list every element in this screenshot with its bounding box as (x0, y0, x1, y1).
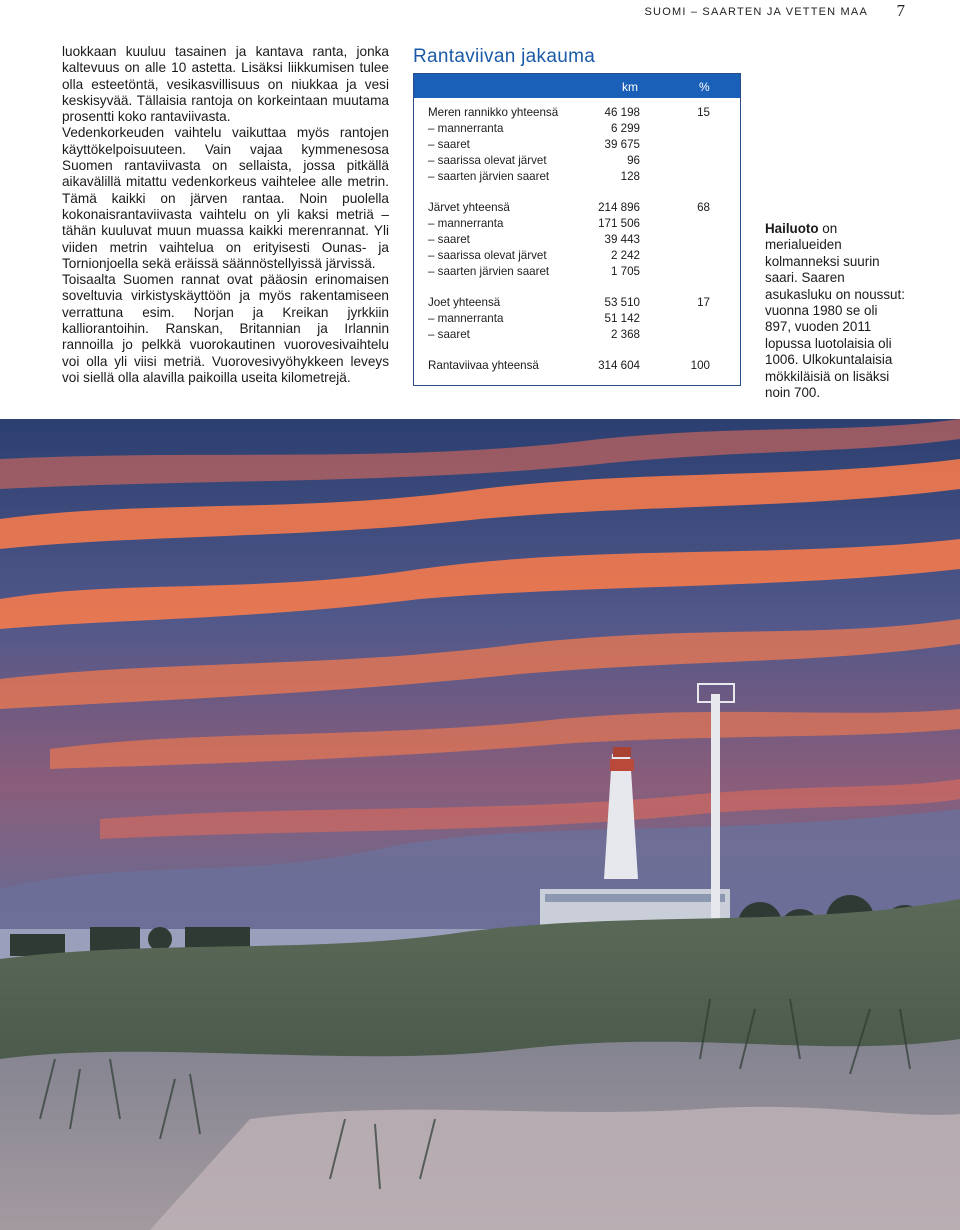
column-km: km (622, 80, 638, 94)
table-title: Rantaviivan jakauma (413, 46, 596, 67)
table-row (414, 170, 740, 186)
section-title: SUOMI – SAARTEN JA VETTEN MAA (644, 6, 868, 18)
body-text (62, 44, 389, 386)
row-percent: 17 (697, 296, 710, 309)
table-row (414, 359, 740, 375)
row-km: 171 506 (598, 217, 640, 230)
row-percent: 15 (697, 106, 710, 119)
table-row (414, 265, 740, 281)
row-label: – saaret (428, 233, 470, 246)
table-row (414, 328, 740, 344)
table-row (414, 122, 740, 138)
table-row (414, 249, 740, 265)
page-number: 7 (896, 1, 905, 20)
row-label: – mannerranta (428, 217, 504, 230)
row-label: – saaret (428, 138, 470, 151)
row-label: – saarissa olevat järvet (428, 154, 547, 167)
row-percent: 100 (690, 359, 710, 372)
table-row (414, 154, 740, 170)
row-km: 2 368 (610, 328, 640, 341)
page-header (0, 0, 960, 26)
row-label: Meren rannikko yhteensä (428, 106, 559, 119)
row-label: – saarten järvien saaret (428, 265, 550, 278)
table-row (414, 233, 740, 249)
shoreline-table (413, 73, 741, 386)
row-km: 2 242 (610, 249, 640, 262)
table-row (414, 201, 740, 217)
column-percent: % (699, 80, 710, 94)
row-label: Järvet yhteensä (428, 201, 510, 214)
row-km: 46 198 (604, 106, 640, 119)
row-km: 1 705 (610, 265, 640, 278)
row-km: 96 (627, 154, 640, 167)
sidebar-text: on merialueiden kolmanneksi suurin saari. Saaren asukasluku on noussut: vuonna 1980 se oli 897, vuoden 2011 lopussa luotolaisia oli 1006. Ulkokuntalaisia mökkiläisiä on lisäksi noin 700. (765, 221, 905, 401)
row-km: 39 443 (604, 233, 640, 246)
row-km: 128 (620, 170, 640, 183)
row-percent: 68 (697, 201, 710, 214)
row-km: 53 510 (604, 296, 640, 309)
table-row (414, 138, 740, 154)
row-label: – saarissa olevat järvet (428, 249, 547, 262)
row-km: 51 142 (604, 312, 640, 325)
paragraph-3: Toisaalta Suomen rannat ovat pääosin erinomaisen soveltuvia virkistyskäyttöön ja myös rakentamiseen verrattuna esim. Norjan ja Kreikan jyrkkiin kalliorantoihin. Ranskan, Britannian ja Irlannin rannoilla jo pelkkä vuorokautinen vuorovesivaihtelu voi olla yli viisi metriä. Vuorovesivyöhykkeen leveys voi siellä olla alavilla paikoilla useita kilometrejä. (62, 272, 389, 385)
row-label: – mannerranta (428, 312, 504, 325)
table-row (414, 106, 740, 122)
row-km: 6 299 (610, 122, 640, 135)
sidebar-note (765, 221, 905, 401)
row-label: Rantaviivaa yhteensä (428, 359, 539, 372)
row-label: Joet yhteensä (428, 296, 501, 309)
table-row (414, 217, 740, 233)
table-row (414, 296, 740, 312)
table-header (414, 74, 740, 98)
lighthouse-sunset-photo (0, 419, 960, 1230)
sidebar-name: Hailuoto (765, 221, 819, 236)
row-km: 214 896 (598, 201, 640, 214)
row-label: – saaret (428, 328, 470, 341)
row-km: 39 675 (604, 138, 640, 151)
paragraph-2: Vedenkorkeuden vaihtelu vaikuttaa myös rantojen käyttökelpoisuuteen. Vain vajaa kymmenesosa Suomen rantaviivasta on sellaista, jossa pitkällä aikavälillä mitattu vedenkorkeus vaihtelee alle metrin. Tämä kaikki on järven rantaa. Noin puolella kokonaisrantaviivasta vaihtelu on yli kaksi metriä – tähän kuuluvat muun muassa kaikki merenrannat. Yli viiden metrin vaihtelua on erityisesti Ounas- ja Tornionjoella sekä eräissä säännöstellyissä järvissä. (62, 125, 389, 271)
table-row (414, 312, 740, 328)
row-label: – mannerranta (428, 122, 504, 135)
row-km: 314 604 (598, 359, 640, 372)
paragraph-1: luokkaan kuuluu tasainen ja kantava ranta, jonka kaltevuus on alle 10 astetta. Lisäksi liikkumisen tulee olla esteetöntä, vesikasvillisuus on niukkaa ja vesi keskisyvää. Tällaisia rantoja on korkeintaan muutama prosentti koko rantaviivasta. (62, 44, 389, 125)
row-label: – saarten järvien saaret (428, 170, 550, 183)
